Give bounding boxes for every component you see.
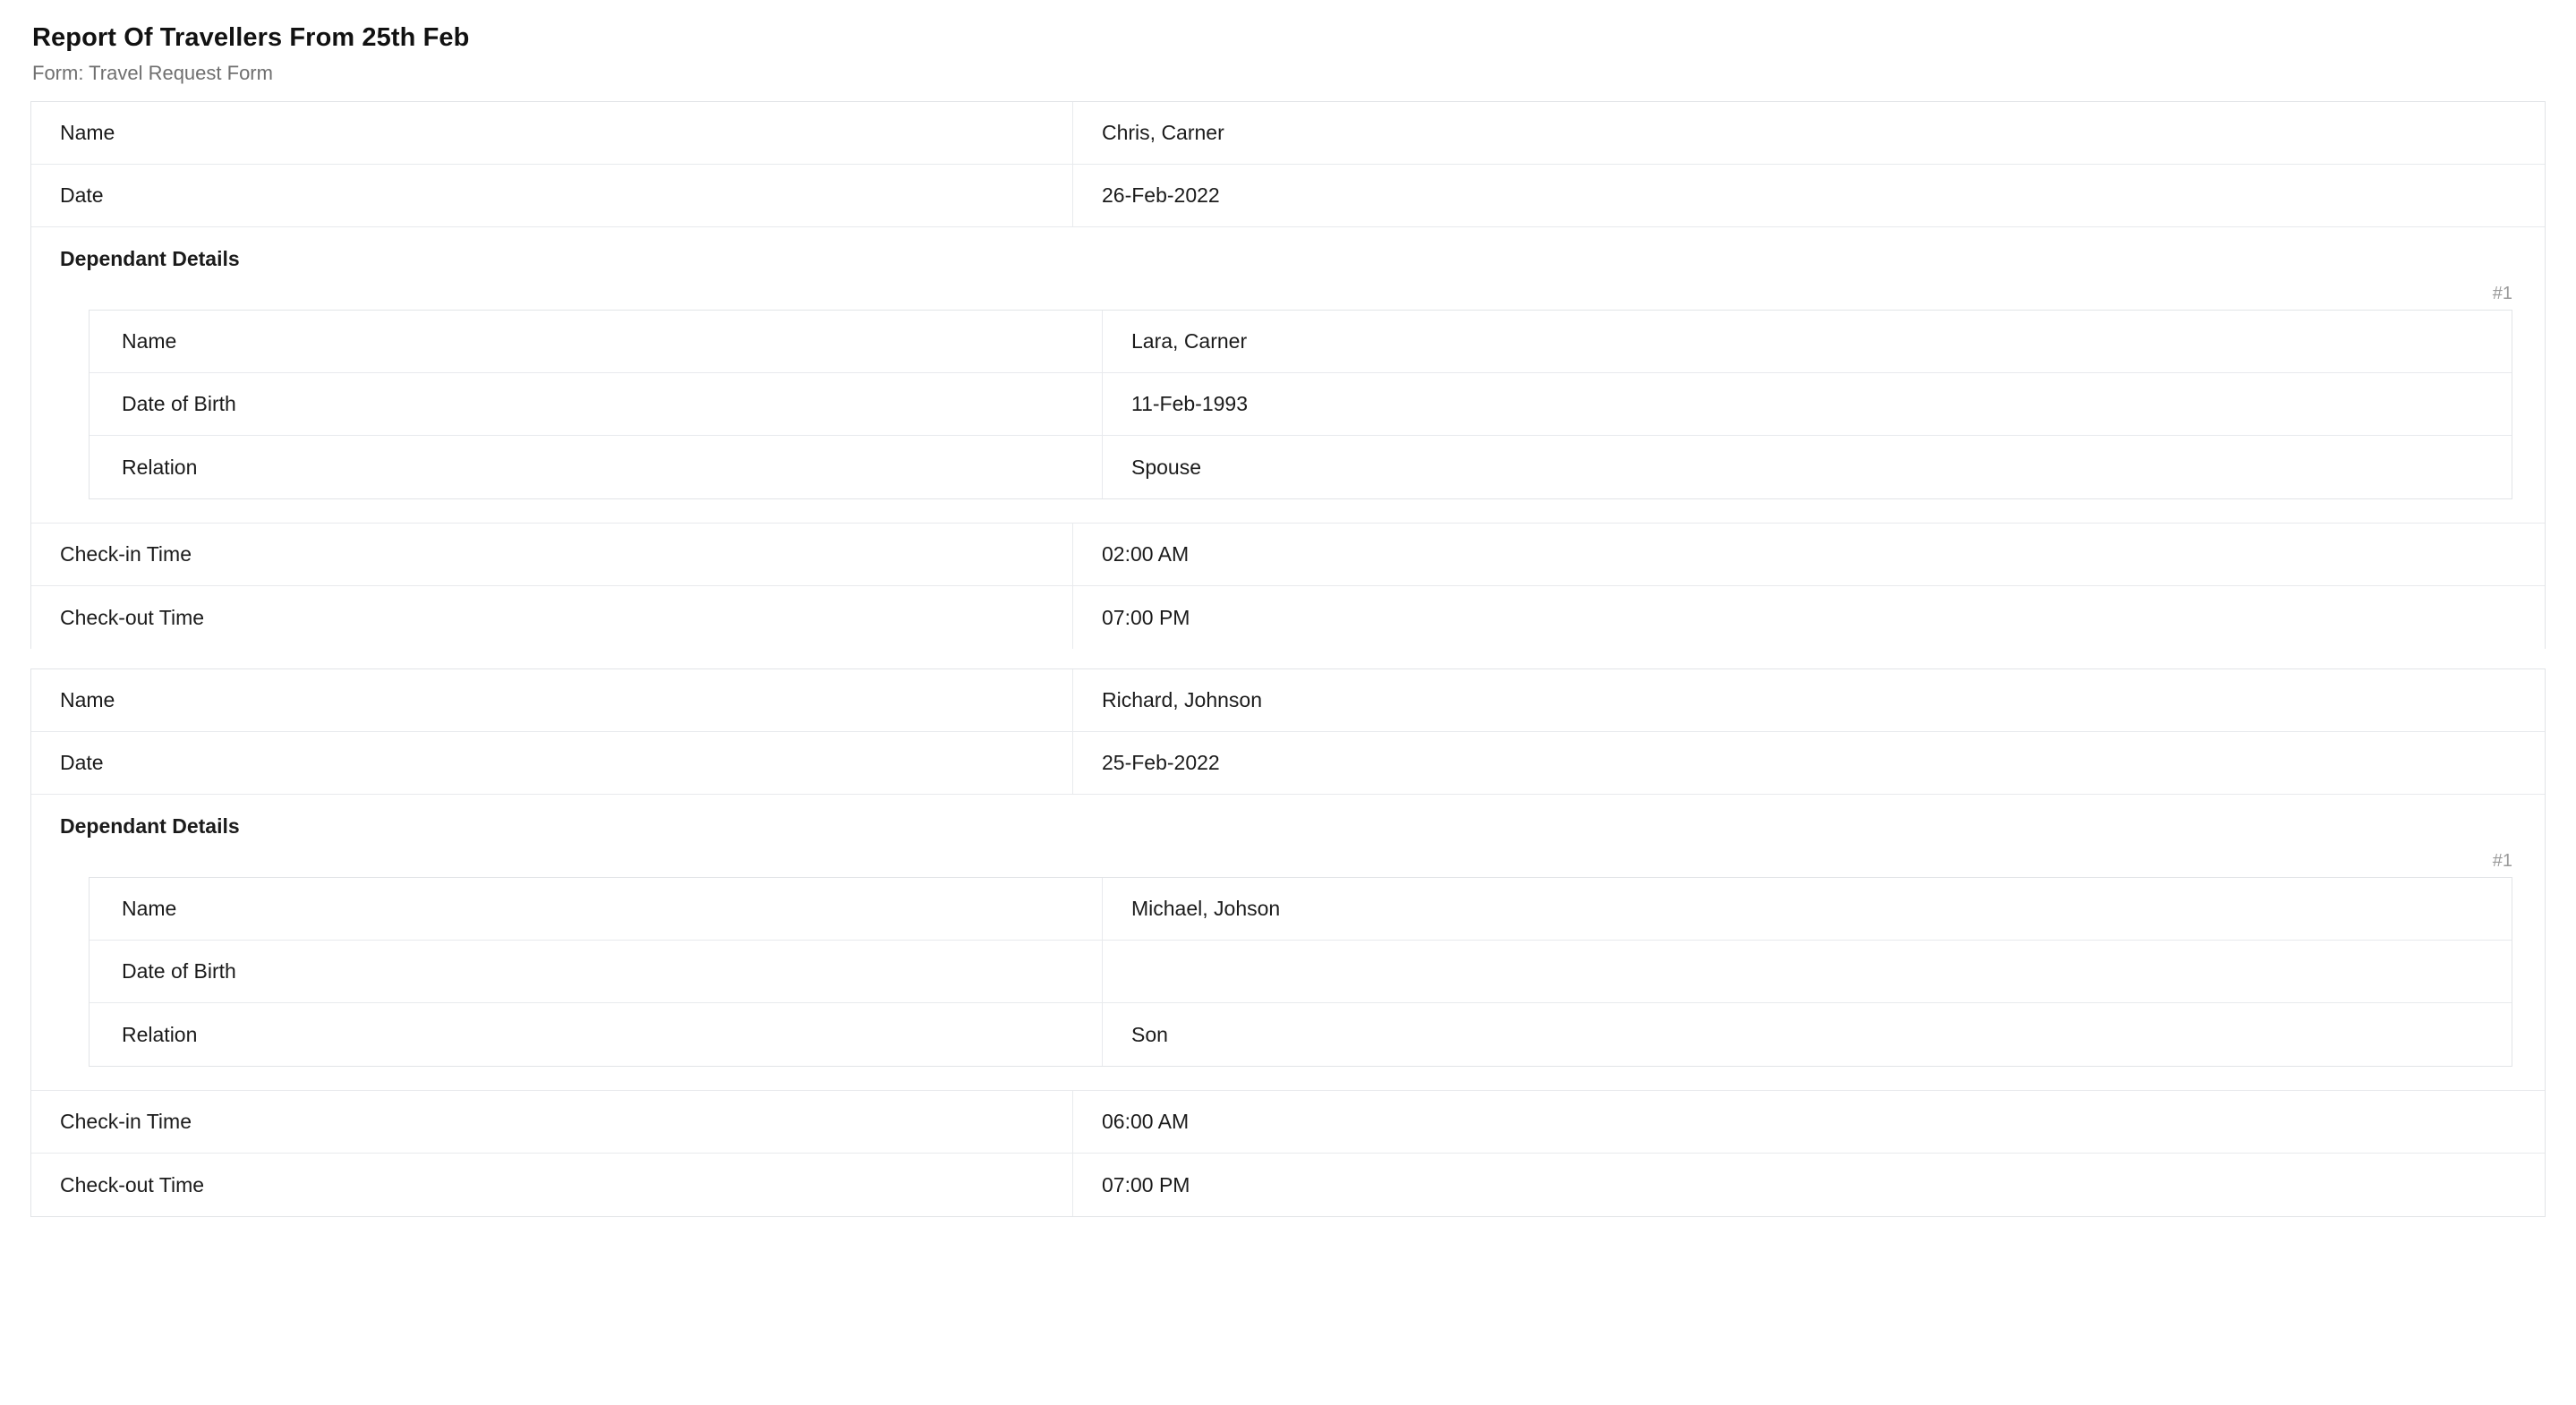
- section-title-dependant-details: Dependant Details: [60, 247, 240, 270]
- field-value-dependant-relation: Spouse: [1131, 455, 1202, 479]
- field-label-check-in-time: Check-in Time: [31, 524, 1073, 585]
- traveller-record: [30, 101, 2546, 649]
- field-value-date: 25-Feb-2022: [1102, 751, 1220, 774]
- table-row: [31, 669, 2545, 732]
- table-row: [90, 373, 2512, 436]
- field-label-check-in-time: Check-in Time: [31, 1091, 1073, 1153]
- field-label-name: Name: [31, 102, 1073, 164]
- field-value-check-out-time: 07:00 PM: [1102, 605, 1190, 629]
- section-title-dependant-details: Dependant Details: [60, 814, 240, 838]
- field-label-dependant-name: Name: [90, 878, 1103, 940]
- table-row: [90, 436, 2512, 498]
- dependant-details-section: [31, 795, 2545, 1091]
- dependant-index: #1: [2492, 284, 2512, 303]
- field-value-dependant-relation: Son: [1131, 1022, 1168, 1046]
- table-row: [31, 1091, 2545, 1154]
- table-row: [31, 732, 2545, 795]
- field-label-dependant-name: Name: [90, 311, 1103, 372]
- dependant-details-section: [31, 227, 2545, 524]
- table-row: [31, 586, 2545, 649]
- form-subtitle: Form: Travel Request Form: [32, 62, 273, 84]
- field-label-dependant-relation: Relation: [90, 1003, 1103, 1066]
- page-title: Report Of Travellers From 25th Feb: [32, 23, 470, 52]
- traveller-record: [30, 668, 2546, 1217]
- field-value-name: Chris, Carner: [1102, 121, 1224, 144]
- field-value-dependant-name: Lara, Carner: [1131, 329, 1248, 353]
- dependant-index: #1: [2492, 851, 2512, 871]
- field-label-dependant-relation: Relation: [90, 436, 1103, 498]
- table-row: [90, 311, 2512, 373]
- field-value-name: Richard, Johnson: [1102, 688, 1262, 711]
- field-value-check-in-time: 02:00 AM: [1102, 542, 1190, 566]
- field-label-name: Name: [31, 669, 1073, 731]
- field-value-dependant-dob: 11-Feb-1993: [1131, 392, 1248, 415]
- field-label-check-out-time: Check-out Time: [31, 1154, 1073, 1216]
- field-value-dependant-dob: [1103, 941, 2512, 1002]
- table-row: [31, 165, 2545, 227]
- table-row: [90, 878, 2512, 941]
- table-row: [90, 941, 2512, 1003]
- field-value-date: 26-Feb-2022: [1102, 183, 1220, 207]
- table-row: [31, 1154, 2545, 1216]
- field-label-check-out-time: Check-out Time: [31, 586, 1073, 649]
- table-row: [31, 102, 2545, 165]
- field-value-check-out-time: 07:00 PM: [1102, 1172, 1190, 1196]
- field-label-dependant-dob: Date of Birth: [90, 373, 1103, 435]
- table-row: [31, 524, 2545, 586]
- field-label-date: Date: [31, 165, 1073, 226]
- table-row: [90, 1003, 2512, 1066]
- dependant-table: [89, 310, 2512, 499]
- field-value-check-in-time: 06:00 AM: [1102, 1110, 1190, 1133]
- field-label-date: Date: [31, 732, 1073, 794]
- dependant-table: [89, 877, 2512, 1067]
- field-label-dependant-dob: Date of Birth: [90, 941, 1103, 1002]
- field-value-dependant-name: Michael, Johson: [1131, 897, 1281, 920]
